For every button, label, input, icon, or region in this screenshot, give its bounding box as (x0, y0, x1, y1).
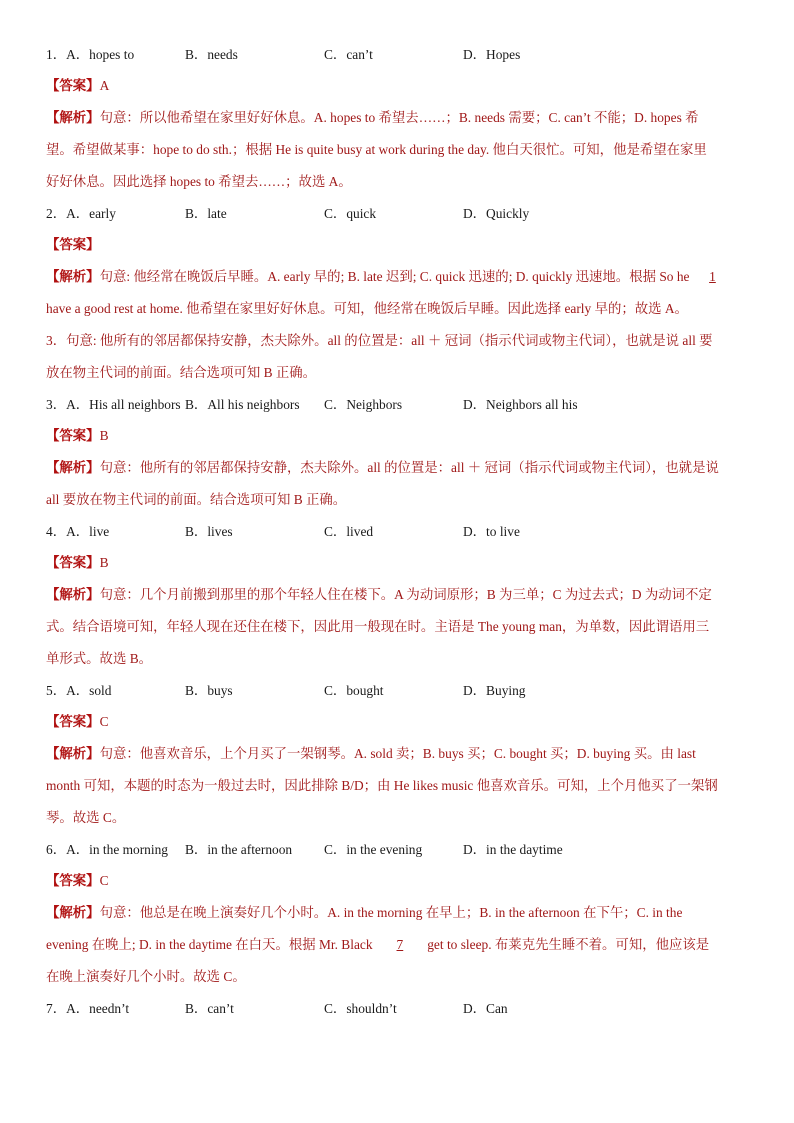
answer-label: 【答案】 (46, 78, 100, 93)
explanation-label: 【解析】 (46, 587, 100, 602)
answer-label: 【答案】 (46, 714, 100, 729)
option-d: D．to live (463, 524, 520, 539)
question-1-explanation-line: 好好休息。因此选择 hopes to 希望去……；故选 A。 (46, 174, 352, 189)
option-b: B．All his neighbors (185, 397, 300, 412)
question-2-extra-line: 放在物主代词的前面。结合选项可知 B 正确。 (46, 365, 317, 380)
option-b: B．can’t (185, 1001, 234, 1016)
option-d: D．Hopes (463, 47, 521, 62)
option-a: 5．A．sold (46, 683, 112, 698)
explanation-text: 句意：几个月前搬到那里的那个年轻人住在楼下。A 为动词原形；B 为三单；C 为过去式；D 为动词不定 (99, 587, 712, 602)
explanation-text: 句意：他总是在晚上演奏好几个小时。A. in the morning 在早上；B. in the afternoon 在下午；C. in the (99, 905, 683, 920)
option-c: C．can’t (324, 47, 373, 62)
question-1-explanation-line (46, 109, 748, 127)
explanation-text: 句意：他喜欢音乐，上个月买了一架钢琴。A. sold 卖；B. buys 买；C. bought 买；D. buying 买。由 last (99, 746, 696, 761)
explanation-label: 【解析】 (46, 110, 100, 125)
question-4-explanation-line: 单形式。故选 B。 (46, 651, 153, 666)
question-3-explanation-line (46, 459, 748, 477)
option-c: C．Neighbors (324, 397, 403, 412)
option-c: C．lived (324, 524, 374, 539)
option-a: 6．A．in the morning (46, 842, 168, 857)
option-a: 7．A．needn’t (46, 1001, 130, 1016)
question-4-answer (46, 554, 748, 572)
question-6-answer (46, 872, 748, 890)
explanation-label: 【解析】 (46, 269, 100, 284)
option-a: 3．A．His all neighbors (46, 397, 181, 412)
option-c: C．bought (324, 683, 384, 698)
option-b: B．buys (185, 683, 233, 698)
question-1-answer (46, 77, 748, 95)
option-d: D．Neighbors all his (463, 397, 578, 412)
option-b: B．in the afternoon (185, 842, 293, 857)
answer-label: 【答案】 (46, 237, 100, 252)
question-1-explanation-line: 望。希望做某事：hope to do sth.；根据 He is quite busy at work during the day. 他白天很忙。可知，他是希望在家里 (46, 142, 707, 157)
question-6-explanation-line (46, 936, 748, 954)
explanation-text: evening 在晚上; D. in the daytime 在白天。根据 Mr. Black (46, 937, 376, 952)
question-2-explanation-line: have a good rest at home. 他希望在家里好好休息。可知，他经常在晚饭后早睡。因此选择 early 早的；故选 A。 (46, 301, 688, 316)
question-2-explanation-line (46, 268, 748, 286)
answer-value: C (99, 873, 109, 888)
question-2-answer (46, 236, 748, 254)
question-3-answer (46, 427, 748, 445)
answer-value: B (99, 555, 109, 570)
explanation-text: 句意: 他经常在晚饭后早睡。A. early 早的; B. late 迟到; C. quick 迅速的; D. quickly 迅速地。根据 So he (99, 269, 690, 284)
question-4-explanation-line (46, 586, 748, 604)
question-3-explanation-line: all 要放在物主代词的前面。结合选项可知 B 正确。 (46, 492, 347, 507)
option-b: B．late (185, 206, 227, 221)
explanation-label: 【解析】 (46, 460, 100, 475)
explanation-label: 【解析】 (46, 905, 100, 920)
answer-value: B (99, 428, 109, 443)
option-c: C．quick (324, 206, 377, 221)
option-a: 2．A．early (46, 206, 116, 221)
explanation-text: get to sleep. 布莱克先生睡不着。可知，他应该是 (423, 937, 710, 952)
explanation-text: 句意：他所有的邻居都保持安静，杰夫除外。all 的位置是：all ＋ 冠词（指示代词或物主代词），也就是说 (99, 460, 719, 475)
option-d: D．Quickly (463, 206, 530, 221)
answer-label: 【答案】 (46, 428, 100, 443)
answer-label: 【答案】 (46, 555, 100, 570)
question-6-explanation-line: 在晚上演奏好几个小时。故选 C。 (46, 969, 246, 984)
option-d: D．in the daytime (463, 842, 563, 857)
question-5-explanation-line: 琴。故选 C。 (46, 810, 126, 825)
option-a: 1．A．hopes to (46, 47, 135, 62)
explanation-label: 【解析】 (46, 746, 100, 761)
question-6-explanation-line (46, 904, 748, 922)
question-5-explanation-line (46, 745, 748, 763)
answer-value: A (99, 78, 110, 93)
fill-blank: 1 (709, 269, 716, 284)
option-a: 4．A．live (46, 524, 110, 539)
explanation-text: 句意：所以他希望在家里好好休息。A. hopes to 希望去……；B. needs 需要；C. can’t 不能；D. hopes 希 (99, 110, 699, 125)
option-d: D．Can (463, 1001, 508, 1016)
option-b: B．lives (185, 524, 233, 539)
option-b: B．needs (185, 47, 238, 62)
fill-blank: 7 (396, 937, 404, 952)
question-5-answer (46, 713, 748, 731)
question-4-explanation-line: 式。结合语境可知，年轻人现在还住在楼下，因此用一般现在时。主语是 The young man，为单数，因此谓语用三 (46, 619, 710, 634)
option-c: C．in the evening (324, 842, 423, 857)
option-c: C．shouldn’t (324, 1001, 397, 1016)
question-5-explanation-line: month 可知，本题的时态为一般过去时，因此排除 B/D；由 He likes music 他喜欢音乐。可知，上个月他买了一架钢 (46, 778, 718, 793)
question-2-extra-line: 3．句意: 他所有的邻居都保持安静，杰夫除外。all 的位置是：all ＋ 冠词（指示代词或物主代词），也就是说 all 要 (46, 333, 713, 348)
option-d: D．Buying (463, 683, 526, 698)
answer-value: C (99, 714, 109, 729)
answer-label: 【答案】 (46, 873, 100, 888)
